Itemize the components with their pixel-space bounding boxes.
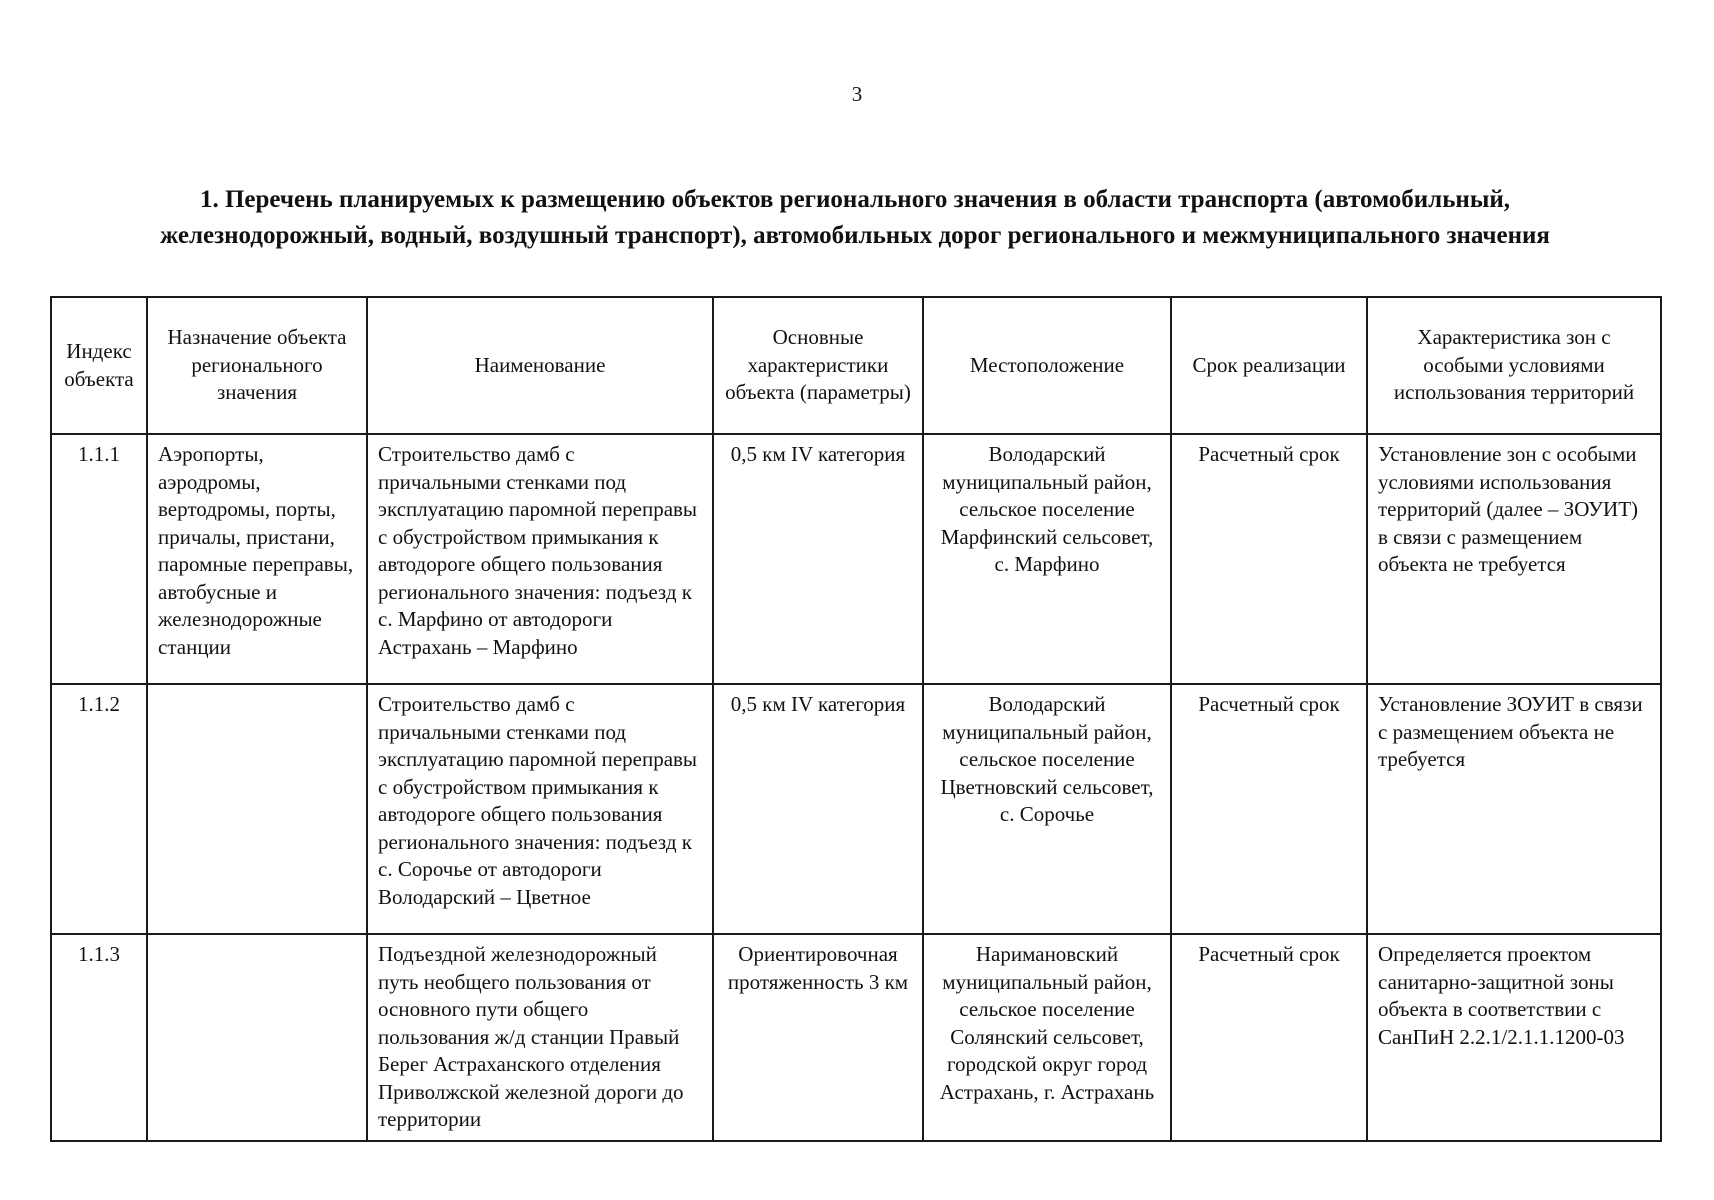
- header-row: [51, 297, 1661, 434]
- cell-purpose: Аэропорты, аэродромы, вертодромы, порты, причалы, пристани, паромные переправы, автобусные и железнодорожные станции: [147, 434, 367, 684]
- cell-term: Расчетный срок: [1171, 434, 1367, 684]
- header-name: Наименование: [367, 297, 713, 434]
- header-index: Индекс объекта: [51, 297, 147, 434]
- cell-purpose-empty: [147, 684, 367, 934]
- cell-params: Ориентировочная протяженность 3 км: [713, 934, 923, 1141]
- header-params: Основные характеристики объекта (параметры): [713, 297, 923, 434]
- cell-index: 1.1.3: [51, 934, 147, 1141]
- cell-location: Наримановский муниципальный район, сельское поселение Солянский сельсовет, городской округ город Астрахань, г. Астрахань: [923, 934, 1171, 1141]
- header-zones: Характеристика зон с особыми условиями использования территорий: [1367, 297, 1661, 434]
- page-number: 3: [851, 82, 863, 106]
- cell-name: Подъездной железнодорожный путь необщего пользования от основного пути общего пользования ж/д станции Правый Берег Астраханского отделения Приволжской железной дороги до территории: [367, 934, 713, 1141]
- cell-index: 1.1.1: [51, 434, 147, 684]
- title-line-1: 1. Перечень планируемых к размещению объектов регионального значения в области транспорта (автомобильный,: [199, 186, 1511, 213]
- header-term: Срок реализации: [1171, 297, 1367, 434]
- document-title: [90, 182, 1620, 254]
- cell-zones: Установление зон с особыми условиями использования территорий (далее – ЗОУИТ) в связи с размещением объекта не требуется: [1367, 434, 1661, 684]
- cell-name: Строительство дамб с причальными стенками под эксплуатацию паромной переправы с обустройством примыкания к автодороге общего пользования регионального значения: подъезд к с. Марфино от автодороги Астрахань – Марфино: [367, 434, 713, 684]
- cell-location: Володарский муниципальный район, сельское поселение Цветновский сельсовет, с. Сорочье: [923, 684, 1171, 934]
- cell-index: 1.1.2: [51, 684, 147, 934]
- cell-location: Володарский муниципальный район, сельское поселение Марфинский сельсовет, с. Марфино: [923, 434, 1171, 684]
- table-row: [51, 934, 1661, 1141]
- title-line-2: железнодорожный, водный, воздушный транспорт), автомобильных дорог регионального и межмуниципального значения: [160, 222, 1550, 249]
- cell-zones: Установление ЗОУИТ в связи с размещением объекта не требуется: [1367, 684, 1661, 934]
- table-row: [51, 684, 1661, 934]
- objects-table: [50, 296, 1662, 1142]
- cell-zones: Определяется проектом санитарно-защитной зоны объекта в соответствии с СанПиН 2.2.1/2.1.1.1200-03: [1367, 934, 1661, 1141]
- cell-purpose-empty: [147, 934, 367, 1141]
- cell-term: Расчетный срок: [1171, 684, 1367, 934]
- cell-params: 0,5 км IV категория: [713, 684, 923, 934]
- cell-params: 0,5 км IV категория: [713, 434, 923, 684]
- header-location: Местоположение: [923, 297, 1171, 434]
- header-purpose: Назначение объекта регионального значения: [147, 297, 367, 434]
- table-row: [51, 434, 1661, 684]
- cell-name: Строительство дамб с причальными стенками под эксплуатацию паромной переправы с обустройством примыкания к автодороге общего пользования регионального значения: подъезд к с. Сорочье от автодороги Володарский – Цветное: [367, 684, 713, 934]
- cell-term: Расчетный срок: [1171, 934, 1367, 1141]
